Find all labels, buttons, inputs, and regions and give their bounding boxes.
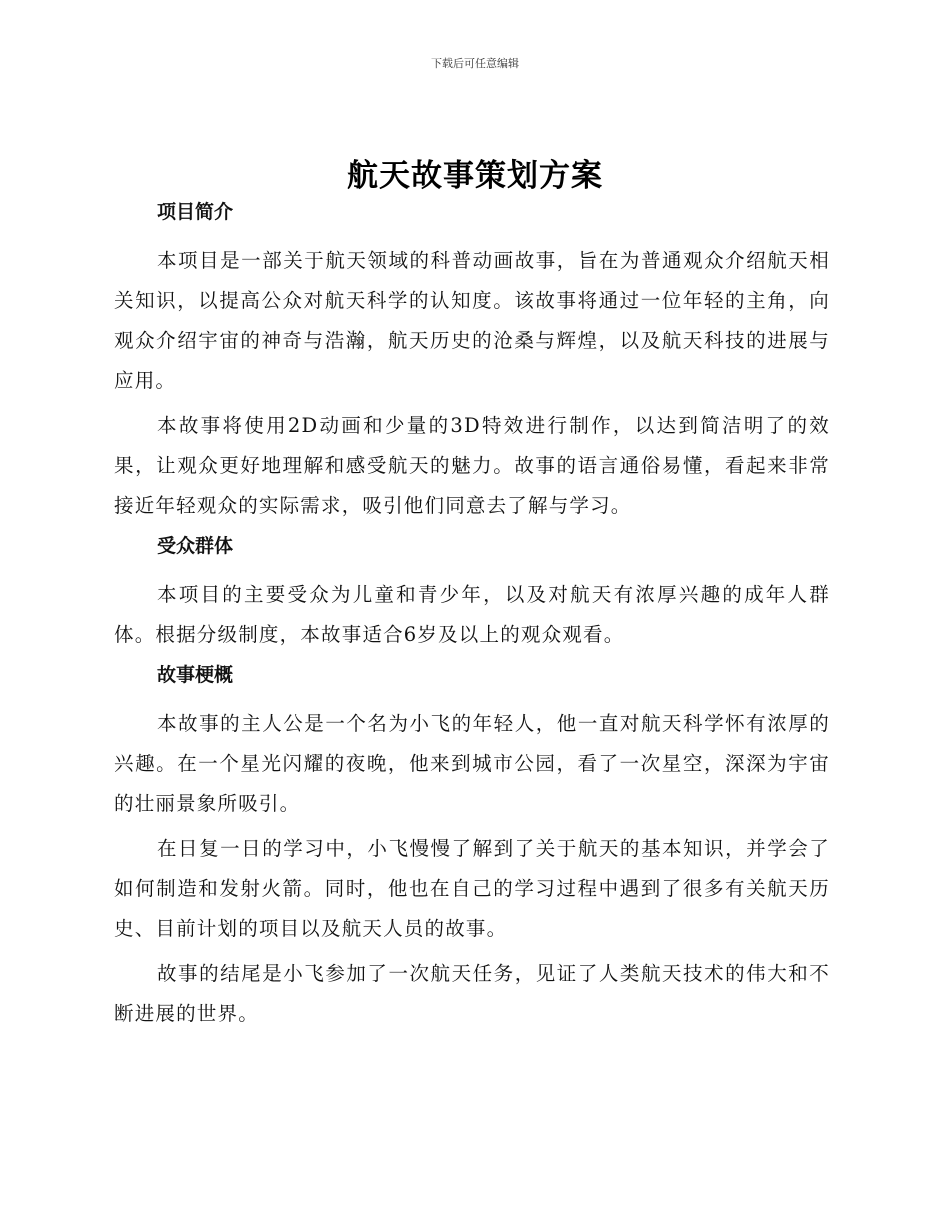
paragraph: 在日复一日的学习中，小飞慢慢了解到了关于航天的基本知识，并学会了如何制造和发射火箭。同时，他也在自己的学习过程中遇到了很多有关航天历史、目前计划的项目以及航天人员的故事。 (114, 837, 830, 940)
section-heading: 项目简介 (157, 201, 234, 223)
document-body (114, 197, 830, 1039)
paragraph: 本故事的主人公是一个名为小飞的年轻人，他一直对航天科学怀有浓厚的兴趣。在一个星光闪耀的夜晚，他来到城市公园，看了一次星空，深深为宇宙的壮丽景象所吸引。 (114, 712, 830, 815)
section-synopsis (114, 660, 830, 1034)
section-project-intro (114, 197, 830, 526)
document-title: 航天故事策划方案 (347, 158, 603, 194)
header-note: 下载后可任意编辑 (431, 57, 519, 70)
section-heading: 受众群体 (157, 535, 234, 557)
paragraph: 本故事将使用2D动画和少量的3D特效进行制作，以达到简洁明了的效果，让观众更好地理解和感受航天的魅力。故事的语言通俗易懂，看起来非常接近年轻观众的实际需求，吸引他们同意去了解与学习。 (114, 414, 830, 517)
paragraph: 故事的结尾是小飞参加了一次航天任务，见证了人类航天技术的伟大和不断进展的世界。 (114, 962, 830, 1025)
paragraph: 本项目是一部关于航天领域的科普动画故事，旨在为普通观众介绍航天相关知识，以提高公众对航天科学的认知度。该故事将通过一位年轻的主角，向观众介绍宇宙的神奇与浩瀚，航天历史的沧桑与辉煌，以及航天科技的进展与应用。 (114, 249, 830, 392)
paragraph: 本项目的主要受众为儿童和青少年，以及对航天有浓厚兴趣的成年人群体。根据分级制度，本故事适合6岁及以上的观众观看。 (114, 583, 830, 646)
section-audience (114, 531, 830, 655)
section-heading: 故事梗概 (157, 664, 234, 686)
